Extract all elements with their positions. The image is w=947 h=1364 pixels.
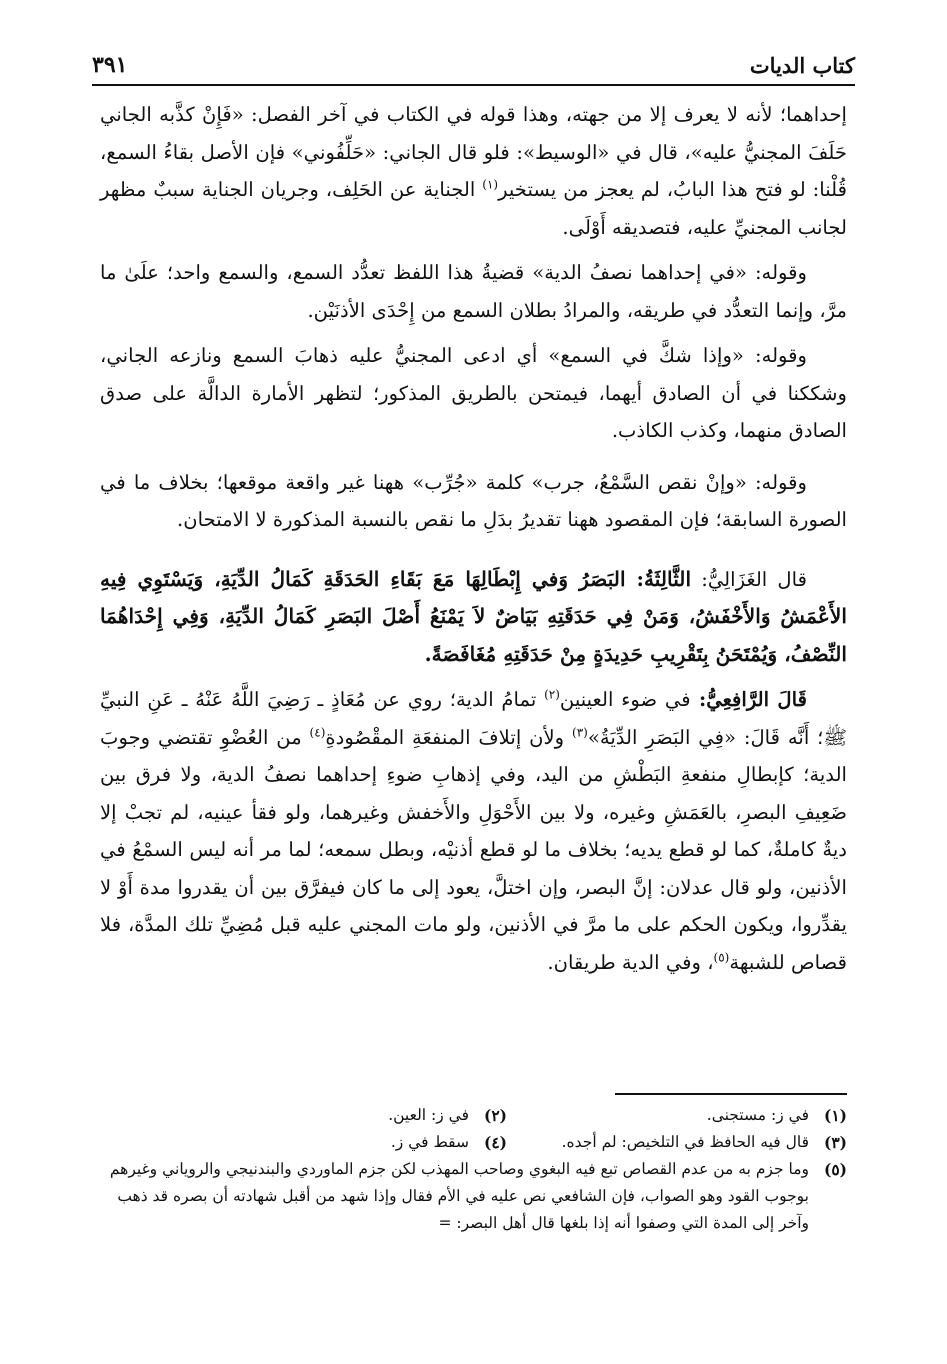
footnote-ref-1[interactable]: (١): [482, 177, 499, 192]
footnote-number: (٣): [823, 1133, 847, 1152]
paragraph-1: [100, 96, 847, 246]
footnote-row-3-4: [100, 1129, 847, 1156]
rafii-text-b: تمامُ الدية؛ روي عن مُعَاذٍ ـ رَضِيَ اللَّهُ عَنْهُ ـ عَنِ النبيِّ ﷺ؛ أَنَّه قَالَ: «فِي البَصَرِ الدِّيَةُ»: [100, 688, 848, 749]
footnote-text: سقط في ز.: [390, 1133, 469, 1151]
rafii-text-d: من العُضْوِ تقتضي وجوبَ الدية؛ كإبطالِ منفعةِ البَطْشِ من اليد، وفي إذهابِ ضوءِ إحداهما نصفُ الدية، ولا فرق بين ضَعِيفِ البصرِ، بالعَمَشِ وغيره، ولا بين الأَحْوَلِ والأَخفش وغيرهما، ولو فقأ عينيه، لم تجبْ إلا ديةٌ كاملةٌ، كما لو قطع يديه؛ بخلاف ما لو قطع أذنيْه، وبطل سمعه؛ لما مر أنه ليس السمْعُ في الأذنين، ولو قال عدلان: إنَّ البصر، وإن اختلَّ، يعود إلى ما كان فيفرَّق بين أن يقدروا مدة أَوْ لا يقدِّروا، ويكون الحكم على ما مرَّ في الأذنين، ولو مات المجني عليه قبل مُضِيِّ تلك المدَّة، فلا قصاص للشبهة: [100, 725, 847, 974]
footnote-text: في ز: العين.: [388, 1106, 469, 1124]
rafii-text-a: في ضوء العينين: [559, 688, 691, 711]
footnote-number: (١): [823, 1106, 847, 1125]
paragraph-rafii: [100, 681, 847, 981]
footnote-number: (٢): [483, 1106, 507, 1125]
footnote-text: وما جزم به من عدم القصاص تبع فيه البغوي وصاحب المهذب لكن جزم الماوردي والبندنيجي والروياني وغيرهم بوجوب القود وهو الصواب، فإن الشافعي نص عليه في الأم فقال وإذا شهد من أقبل شهادته أن بصره قد ذهب وآخر إلى المدة التي وصفوا أنه إذا بلغها قال أهل البصر: =: [109, 1160, 809, 1232]
main-body: [100, 96, 847, 989]
rafii-text-c: ولأن إتلافَ المنفعَةِ المقْصُودةِ: [325, 725, 572, 749]
rafii-text-e: ، وفي الدية طريقان.: [547, 950, 714, 974]
page-number: ٣٩١: [92, 52, 128, 78]
footnote-text: قال فيه الحافظ في التلخيص: لم أجده.: [561, 1133, 809, 1151]
rafii-lead: قَالَ الرَّافِعِيُّ:: [690, 688, 807, 711]
footnote-divider: [615, 1093, 847, 1095]
footnotes: [100, 1102, 847, 1237]
running-header: [92, 38, 855, 86]
footnote-ref-3[interactable]: (٣): [572, 724, 588, 739]
footnote-ref-5[interactable]: (٥): [713, 949, 730, 964]
footnote-ref-4[interactable]: (٤): [309, 724, 326, 739]
ghazali-matn: الثَّالِثَةُ: البَصَرُ وَفي إِبْطَالِهَا مَعَ بَقَاءِ الحَدَقَةِ كَمَالُ الدِّيَةِ، وَيَسْتَوِي فِيهِ الأَعْمَشُ وَالأَخْفَشُ، وَمَنْ فِي حَدَقَتِهِ بَيَاضٌ لاَ يَمْنَعُ أَصْلَ البَصَرِ كَمَالُ الدِّيَةِ، وَفِي إِحْدَاهُمَا النِّصْفُ، وَيُمْتَحَنُ بِتَقْرِيبِ حَدِيدَةٍ مِنْ حَدَقَتِهِ مُغَافَصَةً.: [100, 566, 847, 666]
paragraph-ghazali: [100, 561, 847, 674]
paragraph-4: وقوله: «وإنْ نقص السَّمْعُ، جرب» كلمة «جُرِّب» ههنا غير واقعة موقعها؛ بخلاف ما في الصورة السابقة؛ فإن المقصود ههنا تقديرُ بدَلِ ما نقص بالنسبة المذكورة لا الامتحان.: [100, 470, 847, 531]
footnote-row-5: [100, 1156, 847, 1237]
chapter-title: كتاب الديات: [749, 53, 855, 78]
footnote-ref-2[interactable]: (٢): [544, 687, 560, 702]
paragraph-1-text: إحداهما؛ لأنه لا يعرف إلا من جهته، وهذا قوله في الكتاب في آخر الفصل: «فَإِنْ كذَّبه الجاني حَلَفَ المجنيُّ عليه»، قال في «الوسيط»: فلو قال الجاني: «حَلِّفُوني» فإن الأصل بقاءُ السمع، قُلْنا: لو فتح هذا البابُ، لم يعجز من يستخير: [100, 103, 847, 201]
paragraph-2: وقوله: «في إحداهما نصفُ الدية» قضيةُ هذا اللفظ تعدُّد السمع، والسمع واحد؛ علَىٰ ما مرَّ، وإنما التعدُّد في طريقه، والمرادُ بطلان السمع من إِحْدَى الأذنَيْن.: [100, 261, 847, 322]
paragraph-3: وقوله: «وإذا شكَّ في السمع» أي ادعى المجنيُّ عليه ذهابَ السمع ونازعه الجاني، وشككنا في أن الصادق أيهما، فيمتحن بالطريق المذكور؛ لتظهر الأمارة الدالَّة على صدق الصادق منهما، وكذب الكاذب.: [100, 344, 847, 442]
ghazali-lead: قال الغَزَالِيُّ:: [691, 567, 807, 591]
footnote-row-1-2: [100, 1102, 847, 1129]
paragraph-1-tail: الجناية عن الحَلِف، وجريان الجناية سببٌ مظهر لجانب المجنيِّ عليه، فتصديقه أَوْلَى.: [100, 178, 847, 239]
footnote-number: (٤): [483, 1133, 507, 1152]
footnote-number: (٥): [823, 1160, 847, 1179]
footnote-text: في ز: مستجنى.: [706, 1106, 809, 1124]
